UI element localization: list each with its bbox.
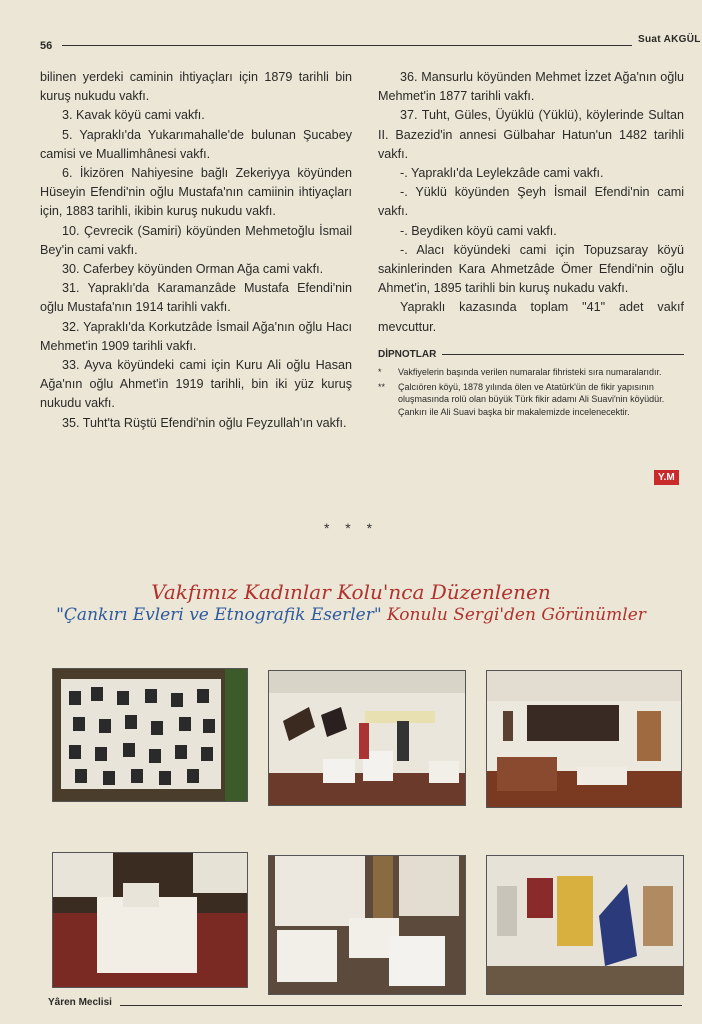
magazine-name: Yâren Meclisi: [48, 997, 112, 1008]
paragraph: 3. Kavak köyü cami vakfı.: [62, 108, 205, 123]
paragraph: 5. Yapraklı'da Yukarımahalle'de bulunan Şucabey camisi ve Muallimhânesi vakfı.: [40, 127, 352, 161]
paragraph: 32. Yapraklı'da Korkutzâde İsmail Ağa'nın oğlu Hacı Mehmet'in 1909 tarihli vakfı.: [40, 319, 352, 353]
footnote-text: Çalcıören köyü, 1878 yılında ölen ve Atatürk'ün de fikir yapısının oluşmasında rolü olan büyük Türk fikir adamı Ali Suavi'nin köyüdür. Çankırı ile Ali Suavi başka bir makalemizde incelenecektir.: [398, 381, 665, 417]
paragraph: bilinen yerdeki caminin ihtiyaçları için 1879 tarihli bin kuruş nukudu vakfı.: [40, 70, 352, 104]
paragraph: 31. Yapraklı'da Karamanzâde Mustafa Efendi'nin oğlu Mustafa'nın 1914 tarihli vakfı.: [40, 281, 352, 315]
paragraph: 36. Mansurlu köyünden Mehmet İzzet Ağa'nın oğlu Mehmet'in 1877 tarihli vakfı.: [378, 70, 684, 104]
footnote: [378, 366, 684, 379]
page-number: 56: [40, 40, 53, 52]
paragraph: -. Alacı köyündeki cami için Topuzsaray köyü sakinlerinden Kara Ahmetzâde Ömer Efendi'nin oğlu Ahmet'in, 1895 tarihli bin kuruş nukadu vakfı.: [378, 242, 684, 296]
author-name: Suat AKGÜL: [638, 34, 701, 45]
left-column: [40, 68, 352, 433]
header-rule: [62, 45, 632, 46]
exhibition-photo-textiles: [486, 670, 682, 808]
caption-suffix: Konulu Sergi'den Görünümler: [381, 605, 646, 625]
paragraph: 10. Çevrecik (Samiri) köyünden Mehmetoğlu İsmail Bey'in cami vakfı.: [40, 223, 352, 257]
paragraph: 30. Caferbey köyünden Orman Ağa cami vakfı.: [62, 262, 324, 277]
photo-caption-line2: [0, 605, 702, 625]
paragraph: Yapraklı kazasında toplam "41" adet vakıf mevcuttur.: [378, 300, 684, 334]
paragraph: 35. Tuht'ta Rüştü Efendi'nin oğlu Feyzullah'ın vakfı.: [62, 415, 347, 430]
exhibition-photo-room: [268, 670, 466, 806]
exhibition-photo-costumes: [486, 855, 684, 995]
footnotes-title: DİPNOTLAR: [378, 348, 437, 360]
footnotes-heading: [378, 345, 684, 364]
footnote-text: Vakfiyelerin başında verilen numaralar fihristeki sıra numaralarıdır.: [398, 367, 662, 378]
footnote-mark: *: [378, 367, 382, 378]
exhibition-photo-tables: [268, 855, 466, 995]
exhibition-title: "Çankırı Evleri ve Etnografik Eserler": [56, 605, 382, 625]
right-column: [378, 68, 684, 418]
photo-caption-line1: Vakfımız Kadınlar Kolu'nca Düzenlenen: [151, 580, 551, 604]
paragraph: -. Beydiken köyü cami vakfı.: [400, 223, 557, 238]
footnote: [378, 381, 684, 419]
footnotes-rule: [442, 354, 684, 355]
footnote-mark: **: [378, 381, 386, 392]
paragraph: -. Yüklü köyünden Şeyh İsmail Efendi'nin cami vakfı.: [378, 185, 684, 219]
footer-rule: [120, 1005, 682, 1006]
section-separator: * * *: [323, 520, 379, 536]
exhibition-photo-wall: [52, 668, 248, 802]
paragraph: -. Yapraklı'da Leylekzâde cami vakfı.: [400, 166, 604, 181]
exhibition-photo-embroidery: [52, 852, 248, 988]
paragraph: 37. Tuht, Güles, Üyüklü (Yüklü), köylerinde Sultan II. Bazezid'in annesi Gülbahar Hatun'un 1482 tarihli vakfı.: [378, 108, 684, 161]
paragraph: 33. Ayva köyündeki cami için Kuru Ali oğlu Hasan Ağa'nın oğlu Ahmet'in 1919 tarihli, bin iki yüz kuruş nukudu vakfı.: [40, 358, 352, 411]
author-initials-badge: Y.M: [654, 470, 679, 485]
paragraph: 6. İkizören Nahiyesine bağlı Zekeriyya köyünden Hüseyin Efendi'nin oğlu Mustafa'nın camiinin ihtiyaçları için, 1883 tarihli, ikibin kuruş nukudu vakfı.: [40, 166, 352, 219]
